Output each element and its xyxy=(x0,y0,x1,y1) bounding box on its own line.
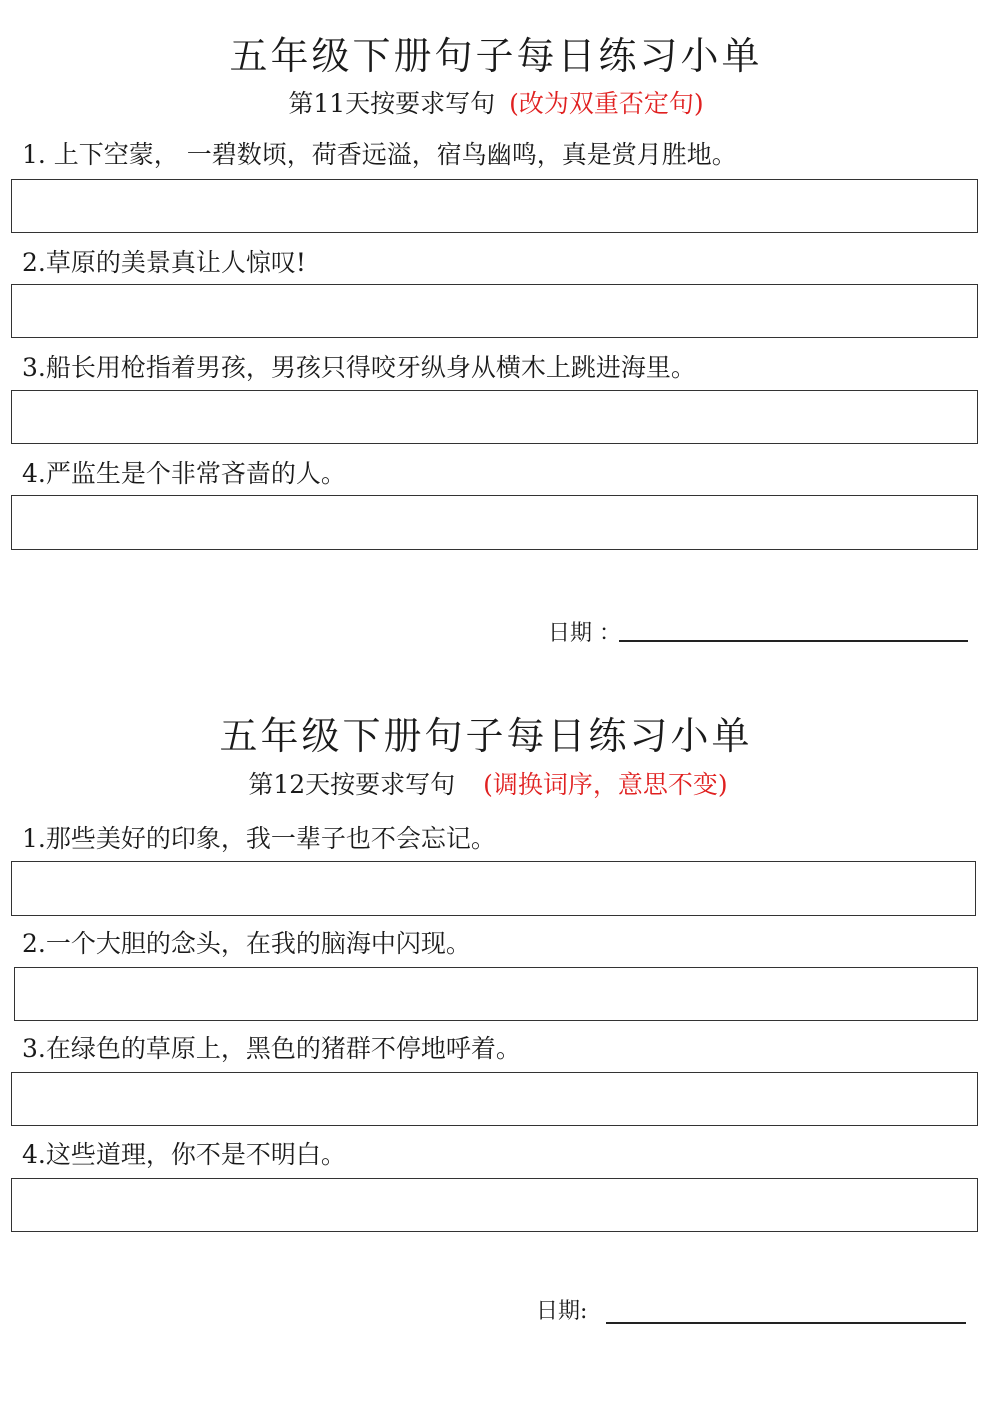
answer-box-1[interactable] xyxy=(11,179,978,233)
answer-box-2[interactable] xyxy=(14,967,978,1021)
answer-box-3[interactable] xyxy=(11,1072,978,1126)
date-input-line[interactable] xyxy=(619,640,968,642)
answer-box-2[interactable] xyxy=(11,284,978,338)
date-input-line[interactable] xyxy=(606,1322,966,1324)
worksheet-subtitle xyxy=(0,91,992,116)
question-4: 4.这些道理，你不是不明白。 xyxy=(22,1140,346,1169)
question-3: 3.在绿色的草原上，黑色的猪群不停地呼着。 xyxy=(22,1034,521,1063)
question-1: 1.那些美好的印象，我一辈子也不会忘记。 xyxy=(22,824,496,853)
day-label: 第12天按要求写句 xyxy=(248,770,456,799)
date-label: 日期: xyxy=(536,1299,588,1324)
worksheet-subtitle xyxy=(0,772,984,797)
answer-box-4[interactable] xyxy=(11,495,978,550)
date-label: 日期 ： xyxy=(548,621,621,646)
question-1: 1. 上下空蒙， 一碧数顷，荷香远溢，宿鸟幽鸣，真是赏月胜地。 xyxy=(22,140,737,169)
instruction-text: (调换词序，意思不变) xyxy=(483,770,728,799)
worksheet-title: 五年级下册句子每日练习小单 xyxy=(219,714,753,758)
question-2: 2.一个大胆的念头，在我的脑海中闪现。 xyxy=(22,929,471,958)
instruction-text: (改为双重否定句) xyxy=(509,89,704,118)
question-2: 2.草原的美景真让人惊叹! xyxy=(22,248,306,277)
answer-box-1[interactable] xyxy=(11,861,976,916)
worksheet-title: 五年级下册句子每日练习小单 xyxy=(229,34,763,78)
answer-box-3[interactable] xyxy=(11,390,978,444)
answer-box-4[interactable] xyxy=(11,1178,978,1232)
question-4: 4.严监生是个非常吝啬的人。 xyxy=(22,459,346,488)
question-3: 3.船长用枪指着男孩，男孩只得咬牙纵身从横木上跳进海里。 xyxy=(22,353,696,382)
day-label: 第11天按要求写句 xyxy=(288,89,496,118)
